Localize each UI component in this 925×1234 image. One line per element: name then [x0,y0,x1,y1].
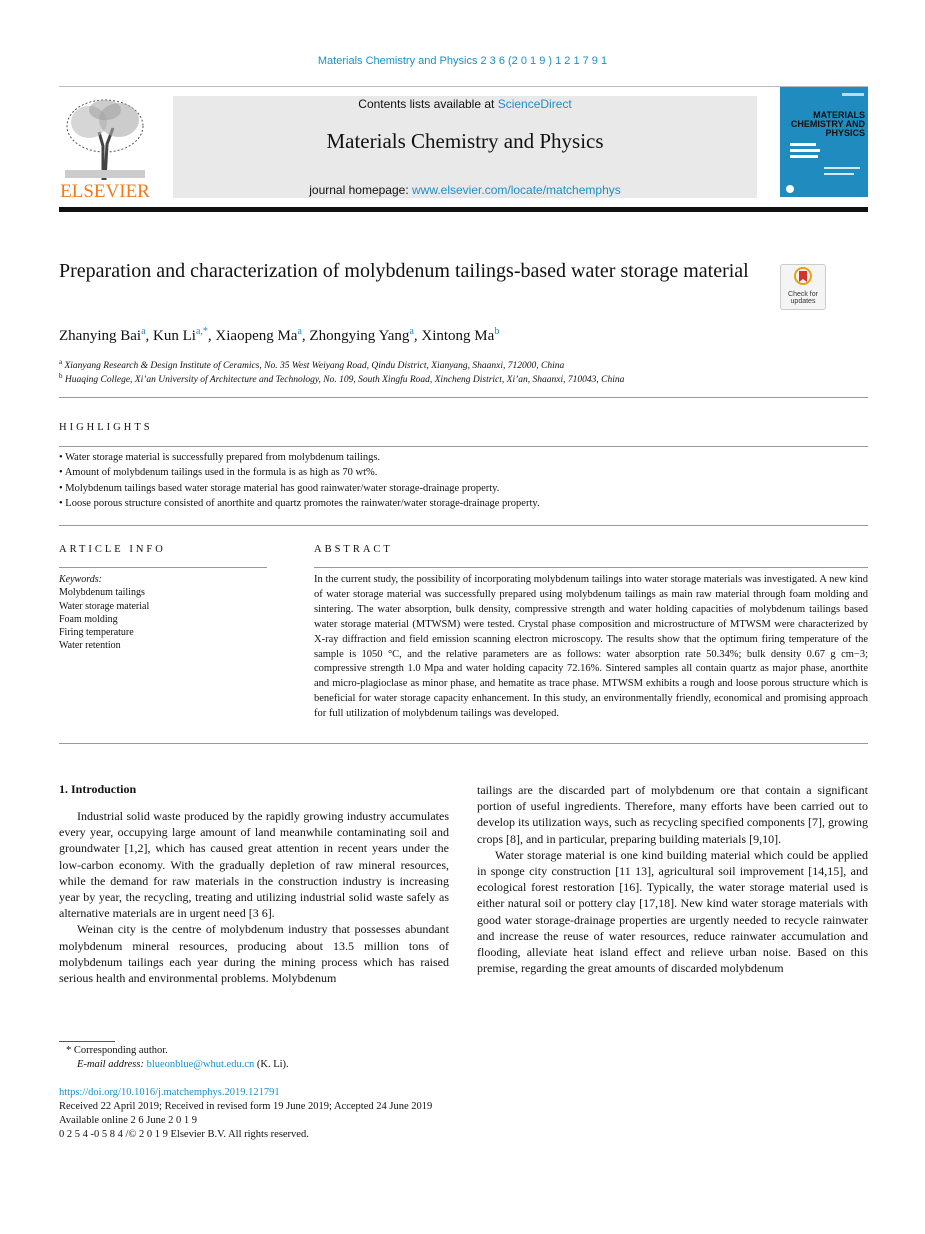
sciencedirect-link[interactable]: ScienceDirect [497,97,572,111]
paragraph: tailings are the discarded part of molybdenum ore that contain a significant portion of useful ingredients. Therefore, many efforts have been carried out to develop its utilization ways, such as recycling specified components [7], growing crops [8], and in particular, preparing building materials [9,10]. [477,783,868,846]
elsevier-logo [59,96,151,200]
keywords-block [59,573,269,653]
paragraph: Water storage material is one kind building material which could be applied in sponge city construction [11 13], agricultural soil improvement [14,15], and ecological forest restoration [16]. Typically, the water storage material used is either natural soil or pottery clay [17,18]. New kind water storage materials with good water storage-drainage properties are urgently needed to recycle rainwater and increase the reuse of water resources, reduce rainwater accumulation and flooding, alleviate heat island effect and relieve urban noise. Based on this premise, regarding the great amounts of discarded molybdenum [477,847,868,976]
email-suffix: (K. Li). [254,1059,289,1070]
author-name[interactable]: Kun Li [153,328,196,344]
divider [59,397,868,398]
section-heading-introduction: 1. Introduction [59,782,137,796]
highlight-item: • Water storage material is successfully prepared from molybdenum tailings. [59,452,381,463]
journal-title: Materials Chemistry and Physics [326,129,604,153]
contents-prefix: Contents lists available at [358,97,498,111]
author-name[interactable]: Zhanying Bai [59,328,142,344]
keywords-label: Keywords: [59,574,102,585]
body-column-right [477,782,868,976]
cover-mark [842,93,864,96]
header-thick-rule [59,207,868,212]
email-label: E-mail address: [77,1059,147,1070]
journal-cover[interactable] [780,87,868,197]
author-affil-mark[interactable]: a [409,326,414,337]
keyword: Foam molding [59,613,118,625]
corresponding-author-note: * Corresponding author. [66,1045,168,1056]
affiliation-b [59,372,624,385]
paper-title: Preparation and characterization of molybdenum tailings-based water storage material [59,260,749,282]
header-top-rule [59,86,868,87]
affiliation-a [59,358,564,371]
publisher-wordmark: ELSEVIER [60,181,150,200]
divider [59,525,868,526]
author-affil-mark[interactable]: b [494,326,500,337]
cover-stripe [790,155,818,158]
affiliation-text: Huaqing College, Xi’an University of Architecture and Technology, No. 109, South Xingfu Road, Xincheng District, Xi’an, Shaanxi, 710043, China [64,375,625,386]
highlight-item: • Amount of molybdenum tailings used in the formula is as high as 70 wt%. [59,467,378,478]
email-link[interactable]: blueonblue@whut.edu.cn [146,1059,255,1070]
footnote-rule [59,1041,115,1042]
homepage-link[interactable]: www.elsevier.com/locate/matchemphys [412,183,621,197]
keyword: Molybdenum tailings [59,587,145,599]
bookmark-icon [794,267,812,287]
divider [59,567,267,568]
elsevier-tree-icon [59,96,151,200]
author-list: Zhanying Bai$^a$, Kun $Li^{a,*}$, Xiaopeng Ma$^a$, Zhongying Yang$^a$, Xintong Ma$^b$ [59,326,500,344]
author-affil-mark[interactable]: a [297,326,302,337]
author-affil-mark[interactable]: a,* [195,326,208,337]
abstract-text: In the current study, the possibility of incorporating molybdenum tailings into water storage materials was investigated. A new kind of water storage material was successfully prepared using molybdenum tailings as main raw material through foam molding and sintering. The water absorption, bulk density, compressive strength and water holding capacities of molybdenum tailings based water storage material (MTWSM) were tested. Crystal phase composition and microstructure of MTWSM were characterized by X-ray diffraction and field emission scanning electron microscopy. The results show that the optimum firing temperature of the sample is 1050 °C, and the relative parameters are as follows: water absorption rate 50.34%; bulk density 0.67 g cm−3; compressive strength 1.0 Mpa and water holding capacity 72.16%. Sintered samples all contain quartz as major phase, anorthite and micro-plagioclase as minor phase, and hematite as trace phase. MTWSM exhibits a rough and loose porous structure which is beneficial for water storage capacity enhancement. In this study, an environmentally friendly, economical and promising approach for full utilization of molybdenum tailings was developed. [314,574,868,720]
homepage-prefix: journal homepage: [309,183,412,197]
affiliation-mark: a [59,358,63,366]
keyword: Water retention [59,640,121,652]
abstract-heading: ABSTRACT [314,544,393,555]
paragraph: Weinan city is the centre of molybdenum industry that possesses abundant molybdenum mineral resources, producing about 13.5 million tons of molybdenum tailings each year during the mining process which has raised serious health and environmental problems. Molybdenum [59,922,449,986]
check-for-updates-button[interactable] [780,264,826,310]
highlights-heading: HIGHLIGHTS [59,422,153,433]
highlight-item: • Loose porous structure consisted of anorthite and quartz promotes the rainwater/water storage-drainage property. [59,498,540,509]
available-online: Available online 2 6 June 2 0 1 9 [59,1115,198,1126]
cover-stripe [824,173,854,175]
cover-stripe [790,143,816,146]
affiliation-text: Xianyang Research & Design Institute of Ceramics, No. 35 West Weiyang Road, Qindu District, Xianyang, Shaanxi, 712000, China [64,361,565,372]
journal-reference[interactable]: Materials Chemistry and Physics 2 3 6 (2 0 1 9 ) 1 2 1 7 9 1 [317,55,608,67]
author-name[interactable]: Xintong Ma [421,328,495,344]
cover-stripe [824,167,860,169]
keyword: Firing temperature [59,627,134,639]
affiliation-mark: b [59,372,63,380]
body-column-left [59,808,449,986]
doi-link[interactable]: https://doi.org/10.1016/j.matchemphys.2019.121791 [59,1087,280,1098]
copyright: 0 2 5 4 -0 5 8 4 /© 2 0 1 9 Elsevier B.V. All rights reserved. [59,1129,309,1140]
highlight-item: • Molybdenum tailings based water storage material has good rainwater/water storage-drainage property. [59,483,500,494]
email-note [77,1059,289,1070]
article-info-heading: ARTICLE INFO [59,544,166,555]
keyword: Water storage material [59,600,150,612]
homepage-line [173,183,757,197]
cover-title: MATERIALS CHEMISTRY AND PHYSICS [790,110,865,138]
contents-line [173,97,757,111]
received-dates: Received 22 April 2019; Received in revised form 19 June 2019; Accepted 24 June 2019 [59,1101,433,1112]
divider [314,567,868,568]
author-name[interactable]: Zhongying Yang [309,328,410,344]
paragraph: Industrial solid waste produced by the rapidly growing industry accumulates every year, occupying large amount of land meanwhile contaminating soil and groundwater [1,2], which has caused great attention in recent years under the low-carbon economy. With the gradually depletion of raw mineral resources, while the demand for raw materials in the construction industry is increasing year by year, the recycling, treating and utilizing industrial solid waste safely as alternative materials are in urgent need [3 6]. [59,809,449,921]
author-name[interactable]: Xiaopeng Ma [215,328,298,344]
author-affil-mark[interactable]: a [141,326,146,337]
check-updates-label: Check for updates [788,291,818,305]
divider [59,446,868,447]
cover-stripe [790,149,820,152]
divider [59,743,868,744]
cover-logo-icon [786,185,794,193]
